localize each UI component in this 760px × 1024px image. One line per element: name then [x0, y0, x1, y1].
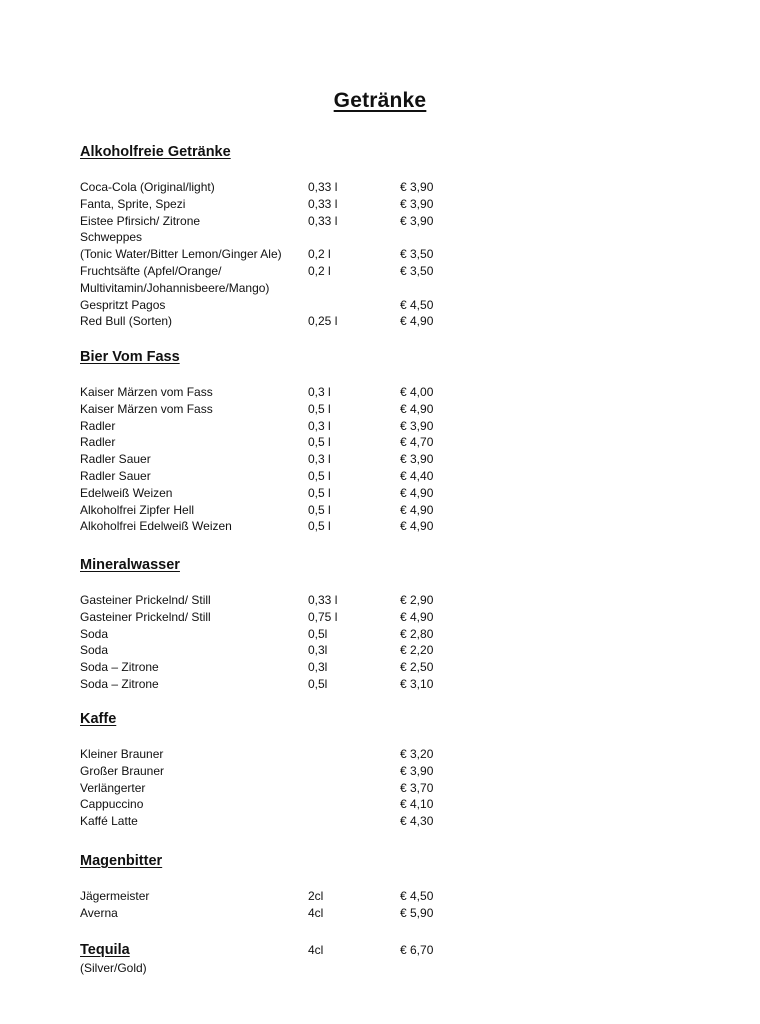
menu-row [80, 502, 480, 519]
menu-row [80, 263, 480, 280]
section-heading: Bier Vom Fass [80, 349, 180, 365]
section-heading: Kaffe [80, 711, 117, 727]
menu-row [80, 418, 480, 435]
item-quantity: 0,5 l [308, 435, 331, 450]
menu-row [80, 451, 480, 468]
item-price: € 2,50 [400, 660, 434, 675]
menu-row [80, 642, 480, 659]
item-price: € 4,50 [400, 297, 434, 312]
menu-row [80, 196, 480, 213]
item-price: € 2,80 [400, 626, 434, 641]
menu-row [80, 213, 480, 230]
item-price: € 3,10 [400, 676, 434, 691]
item-name: Radler [80, 435, 116, 450]
item-quantity: 0,5l [308, 626, 328, 641]
item-name: Alkoholfrei Edelweiß Weizen [80, 519, 232, 534]
item-quantity: 0,2 l [308, 247, 331, 262]
item-price: € 4,70 [400, 435, 434, 450]
item-quantity: 0,25 l [308, 314, 338, 329]
item-name: Schweppes [80, 230, 143, 245]
item-quantity: 0,3l [308, 660, 328, 675]
item-name: Jägermeister [80, 889, 150, 903]
menu-row [80, 434, 480, 451]
menu-row [80, 626, 480, 643]
item-price: € 3,90 [400, 418, 434, 433]
item-quantity: 0,5 l [308, 502, 331, 517]
menu-row [80, 246, 480, 263]
menu-row [80, 796, 480, 813]
section-kaffe [80, 709, 480, 830]
menu-row [80, 280, 480, 297]
item-price: € 4,90 [400, 401, 434, 416]
menu-row [80, 746, 480, 763]
section-mineralwasser [80, 555, 480, 693]
item-quantity [308, 229, 400, 246]
item-price: € 4,50 [400, 889, 434, 903]
menu-row [80, 485, 480, 502]
item-quantity: 0,5 l [308, 519, 331, 534]
item-price: € 3,90 [400, 180, 434, 194]
item-price: € 3,50 [400, 263, 434, 278]
item-name: Cappuccino [80, 797, 144, 812]
item-name: Gespritzt Pagos [80, 297, 166, 312]
item-quantity [308, 796, 400, 813]
item-name: Radler Sauer [80, 468, 151, 483]
menu-row [80, 813, 480, 830]
menu-row [80, 518, 480, 535]
menu-row [80, 229, 480, 246]
item-price: € 4,00 [400, 385, 434, 399]
menu-row [80, 297, 480, 314]
item-quantity [308, 746, 400, 763]
item-price: € 4,40 [400, 468, 434, 483]
item-name: Verlängerter [80, 780, 146, 795]
menu-row [80, 763, 480, 780]
item-quantity: 2cl [308, 889, 324, 903]
menu-row [80, 592, 480, 609]
item-quantity [308, 763, 400, 780]
item-quantity: 4cl [308, 905, 324, 920]
item-price: € 3,90 [400, 196, 434, 211]
item-quantity: 0,3l [308, 643, 328, 658]
item-name: Kaiser Märzen vom Fass [80, 385, 213, 399]
item-price: € 4,30 [400, 814, 434, 829]
menu-row [80, 780, 480, 797]
item-name: Edelweiß Weizen [80, 485, 173, 500]
item-quantity: 0,2 l [308, 263, 331, 278]
item-price: € 3,90 [400, 763, 434, 778]
item-quantity: 0,3 l [308, 452, 331, 467]
item-name: Fruchtsäfte (Apfel/Orange/ [80, 263, 222, 278]
item-price: € 4,90 [400, 485, 434, 500]
section-heading: Tequila [80, 942, 130, 958]
item-name: Eistee Pfirsich/ Zitrone [80, 213, 201, 228]
item-price: € 5,90 [400, 905, 434, 920]
item-variants: (Silver/Gold) [80, 961, 147, 975]
item-price [400, 280, 480, 297]
menu-row [80, 940, 480, 960]
item-quantity: 0,75 l [308, 609, 338, 624]
item-name: Averna [80, 905, 118, 920]
item-quantity: 0,5l [308, 676, 328, 691]
menu-row [80, 676, 480, 693]
menu-row [80, 905, 480, 922]
item-price: € 4,90 [400, 314, 434, 329]
section-heading: Alkoholfreie Getränke [80, 144, 231, 160]
section-magenbitter [80, 851, 480, 922]
menu-row [80, 384, 480, 401]
item-quantity: 0,33 l [308, 180, 338, 194]
item-name: Fanta, Sprite, Spezi [80, 196, 186, 211]
item-quantity: 0,3 l [308, 385, 331, 399]
item-price: € 3,90 [400, 213, 434, 228]
item-name: Red Bull (Sorten) [80, 314, 173, 329]
item-name: Soda [80, 626, 109, 641]
item-name: Soda – Zitrone [80, 660, 159, 675]
item-price: € 3,50 [400, 247, 434, 262]
item-name: Radler Sauer [80, 452, 151, 467]
item-price: € 3,20 [400, 747, 434, 761]
section-heading: Magenbitter [80, 853, 163, 869]
item-name: Kaffé Latte [80, 814, 138, 829]
menu-row [80, 313, 480, 330]
item-name: Gasteiner Prickelnd/ Still [80, 609, 211, 624]
item-name: Coca-Cola (Original/light) [80, 180, 215, 194]
item-price: € 4,90 [400, 519, 434, 534]
menu-row [80, 888, 480, 905]
item-name: Soda – Zitrone [80, 676, 159, 691]
item-price: € 2,20 [400, 643, 434, 658]
item-quantity: 0,33 l [308, 213, 338, 228]
item-price: € 4,90 [400, 609, 434, 624]
item-quantity [308, 780, 400, 797]
section-bier-vom-fass [80, 347, 480, 535]
item-name: Soda [80, 643, 109, 658]
item-name: Kaiser Märzen vom Fass [80, 401, 213, 416]
item-name: Multivitamin/Johannisbeere/Mango) [80, 280, 270, 295]
item-name: (Tonic Water/Bitter Lemon/Ginger Ale) [80, 247, 282, 262]
section-tequila [80, 940, 480, 977]
item-quantity [308, 297, 400, 314]
item-quantity: 0,5 l [308, 468, 331, 483]
menu-row [80, 609, 480, 626]
item-name: Großer Brauner [80, 763, 165, 778]
item-price: € 6,70 [400, 943, 434, 957]
menu-row [80, 659, 480, 676]
section-alkoholfreie-getraenke [80, 142, 480, 330]
section-heading: Mineralwasser [80, 557, 180, 573]
page-title: Getränke [333, 89, 427, 112]
item-name: Kleiner Brauner [80, 747, 164, 761]
item-quantity: 0,5 l [308, 485, 331, 500]
item-name: Radler [80, 418, 116, 433]
item-price: € 3,70 [400, 780, 434, 795]
item-quantity: 0,33 l [308, 196, 338, 211]
item-quantity: 0,3 l [308, 418, 331, 433]
item-price: € 4,10 [400, 797, 434, 812]
item-quantity: 0,5 l [308, 401, 331, 416]
menu-row [80, 179, 480, 196]
item-quantity: 0,33 l [308, 593, 338, 607]
item-quantity [308, 280, 400, 297]
item-name: Alkoholfrei Zipfer Hell [80, 502, 195, 517]
item-price [400, 229, 480, 246]
item-quantity: 4cl [308, 943, 324, 957]
item-price: € 3,90 [400, 452, 434, 467]
menu-row [80, 401, 480, 418]
menu-row [80, 468, 480, 485]
item-quantity [308, 813, 400, 830]
item-price: € 4,90 [400, 502, 434, 517]
item-price: € 2,90 [400, 593, 434, 607]
item-name: Gasteiner Prickelnd/ Still [80, 593, 211, 607]
